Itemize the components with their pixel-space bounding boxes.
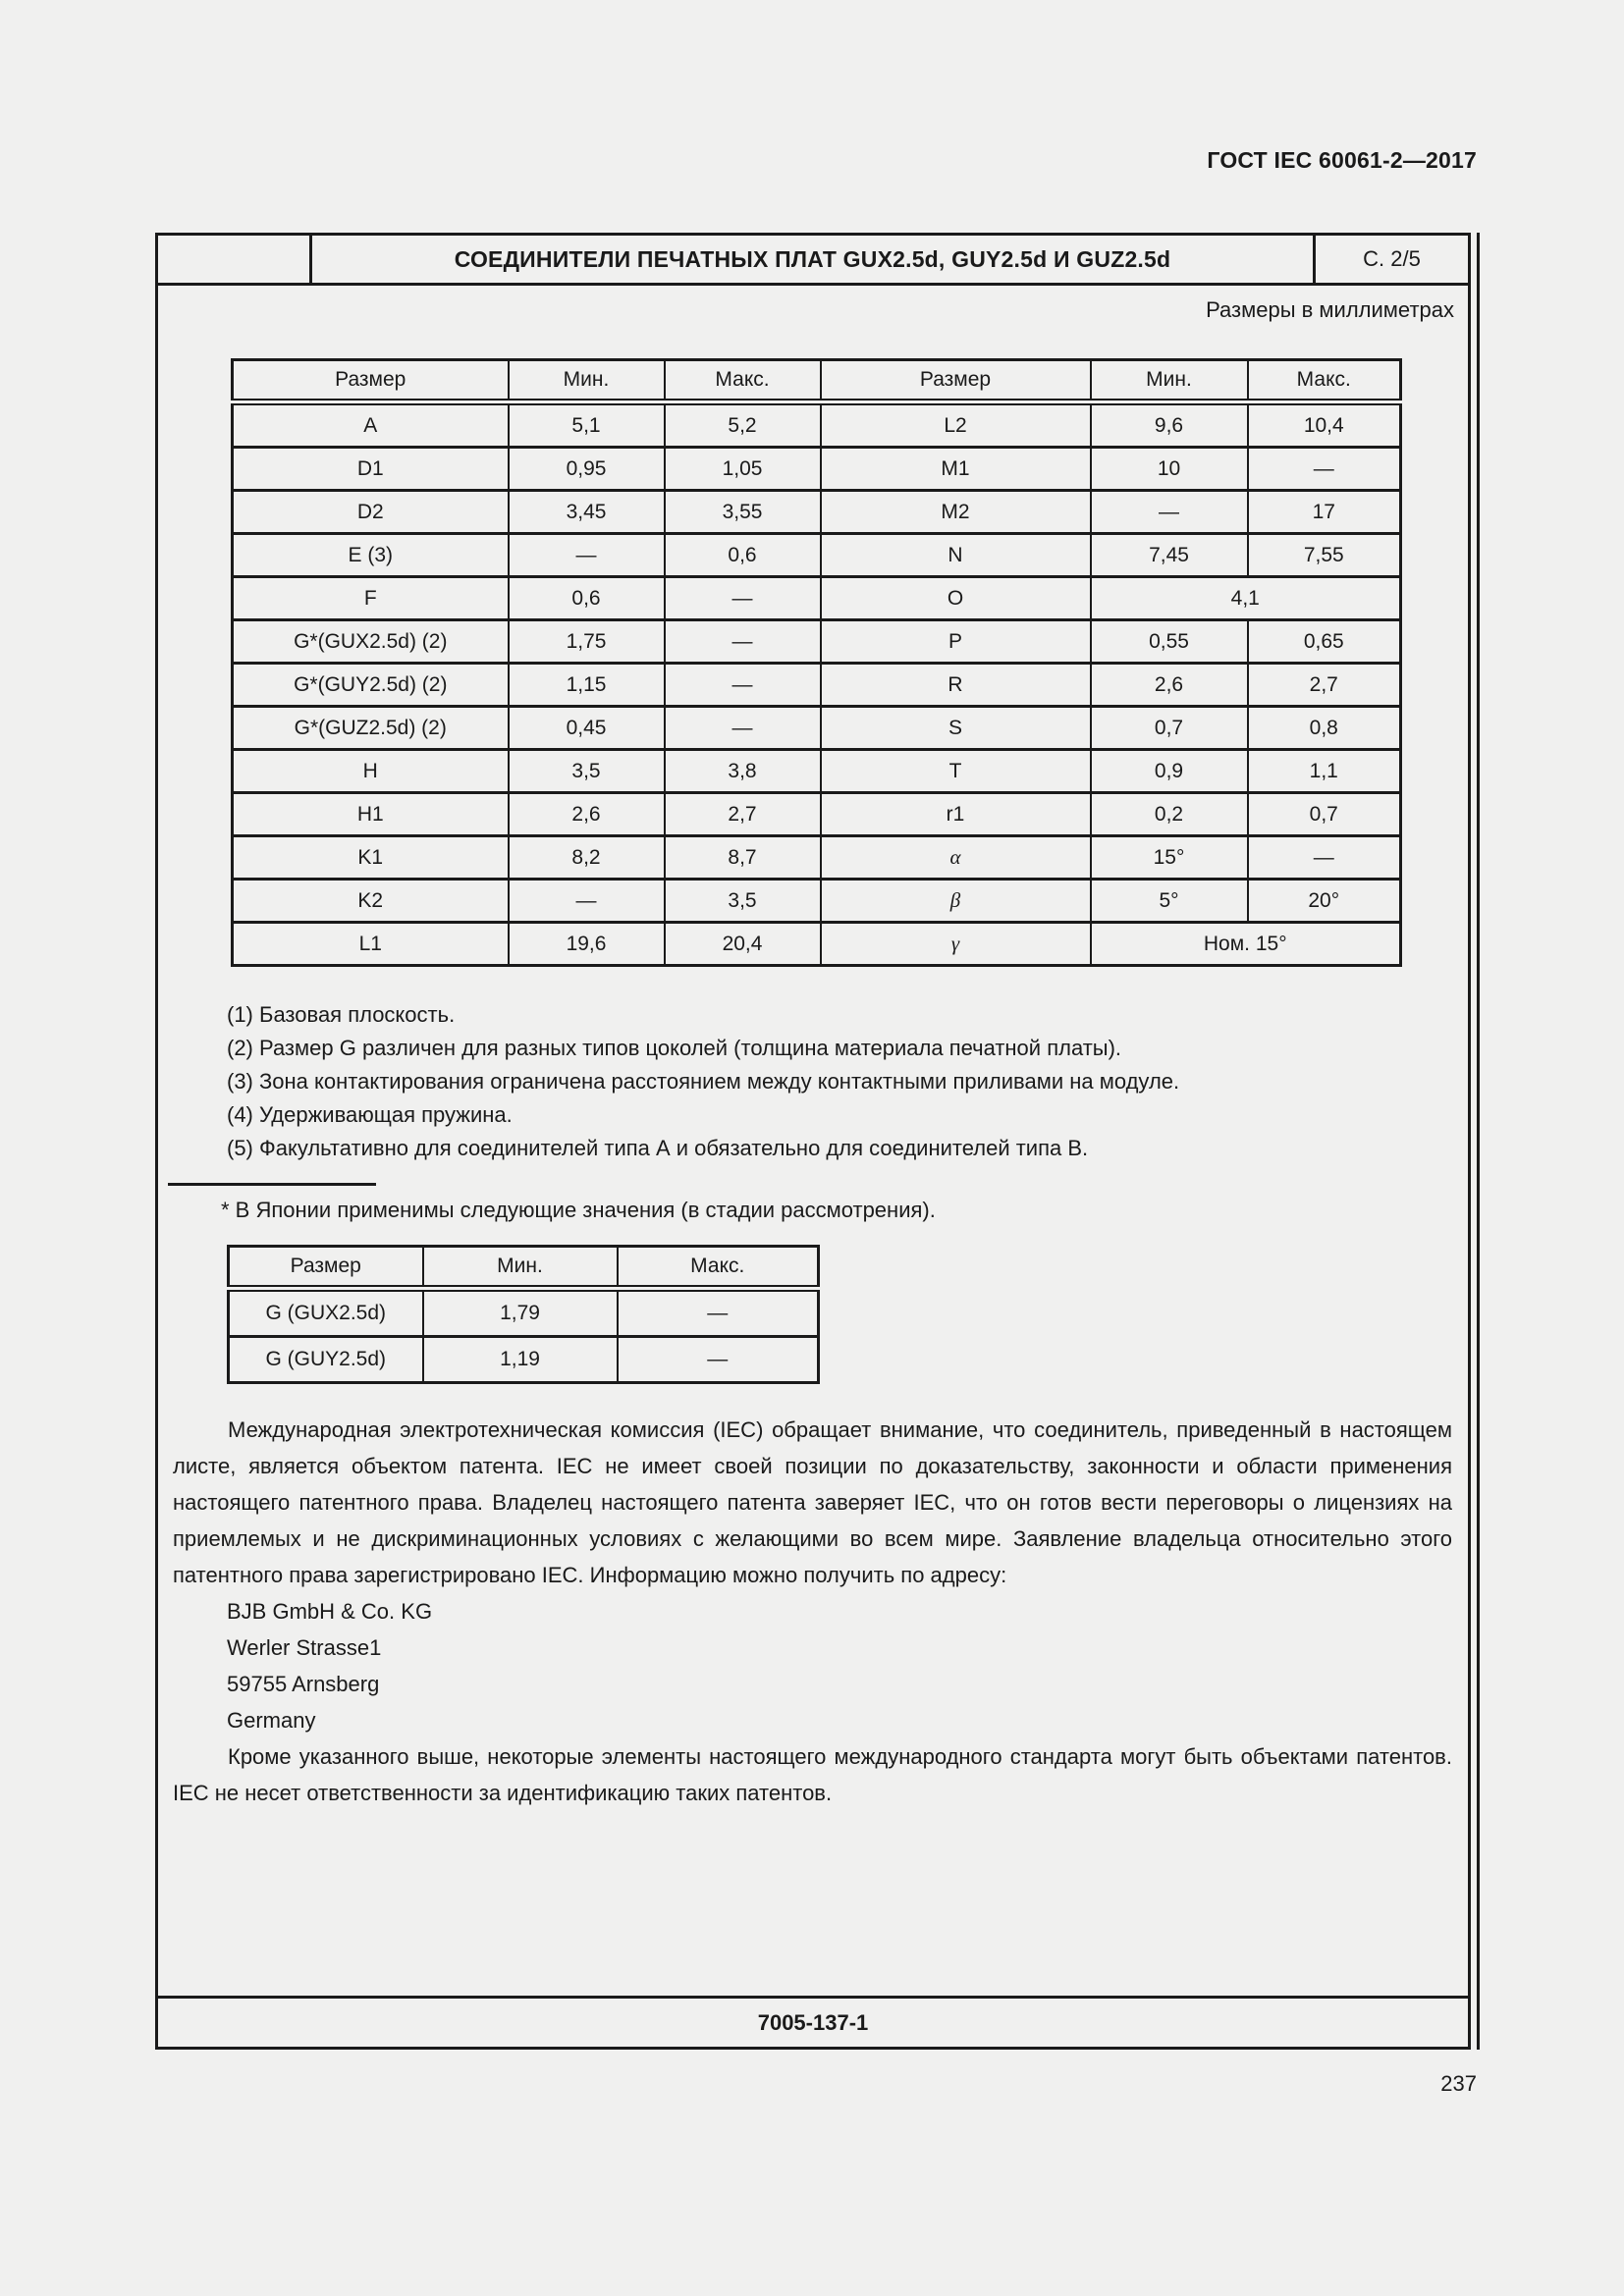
table-cell: — bbox=[618, 1289, 819, 1337]
dimensions-table-body bbox=[233, 402, 1401, 966]
table-row bbox=[233, 750, 1401, 793]
table-cell: T bbox=[821, 750, 1091, 793]
table-cell: P bbox=[821, 620, 1091, 664]
document-standard-header: ГОСТ IEC 60061-2—2017 bbox=[1207, 147, 1477, 173]
table-cell: 2,7 bbox=[1248, 664, 1401, 707]
table-cell: 0,45 bbox=[509, 707, 665, 750]
table-cell: H bbox=[233, 750, 509, 793]
table-cell: — bbox=[509, 880, 665, 923]
table-cell: G*(GUX2.5d) (2) bbox=[233, 620, 509, 664]
table-cell: 3,5 bbox=[509, 750, 665, 793]
table-cell: 10,4 bbox=[1248, 402, 1401, 448]
title-band-empty-cell bbox=[158, 236, 312, 283]
table-cell: G (GUX2.5d) bbox=[229, 1289, 423, 1337]
table-cell: 0,7 bbox=[1091, 707, 1248, 750]
sheet-footer-box bbox=[158, 1996, 1468, 2047]
page-number: 237 bbox=[1440, 2071, 1477, 2096]
table-cell: 3,45 bbox=[509, 491, 665, 534]
table-cell: β bbox=[821, 880, 1091, 923]
address-line: BJB GmbH & Co. KG bbox=[227, 1599, 433, 1624]
table-cell: L1 bbox=[233, 923, 509, 966]
table-cell: r1 bbox=[821, 793, 1091, 836]
table-cell: H1 bbox=[233, 793, 509, 836]
table-cell: G*(GUZ2.5d) (2) bbox=[233, 707, 509, 750]
footnote-line: (3) Зона контактирования ограничена расстоянием между контактными приливами на модуле. bbox=[227, 1069, 1180, 1094]
table-cell: 0,9 bbox=[1091, 750, 1248, 793]
table-cell: 8,2 bbox=[509, 836, 665, 880]
units-note: Размеры в миллиметрах bbox=[1206, 297, 1454, 322]
table-cell: G*(GUY2.5d) (2) bbox=[233, 664, 509, 707]
table-cell: A bbox=[233, 402, 509, 448]
patent-paragraph-2: Кроме указанного выше, некоторые элементы настоящего международного стандарта могут быть объектами патентов. IEC не несет ответственности за идентификацию таких патентов. bbox=[173, 1744, 1452, 1805]
table-cell: — bbox=[665, 577, 821, 620]
table-row bbox=[233, 448, 1401, 491]
table-cell: O bbox=[821, 577, 1091, 620]
address-line: 59755 Arnsberg bbox=[227, 1672, 380, 1696]
table-cell: 0,65 bbox=[1248, 620, 1401, 664]
table-cell: — bbox=[1248, 448, 1401, 491]
table-cell: 17 bbox=[1248, 491, 1401, 534]
table-cell: S bbox=[821, 707, 1091, 750]
table-cell: 0,8 bbox=[1248, 707, 1401, 750]
table-cell: 9,6 bbox=[1091, 402, 1248, 448]
table-header-cell: Размер bbox=[821, 360, 1091, 402]
table-cell: 7,45 bbox=[1091, 534, 1248, 577]
table-row bbox=[233, 534, 1401, 577]
table-cell: γ bbox=[821, 923, 1091, 966]
table-header-cell: Мин. bbox=[423, 1247, 618, 1289]
table-row bbox=[233, 923, 1401, 966]
sheet-code: 7005-137-1 bbox=[757, 2009, 869, 2035]
table-header-cell: Макс. bbox=[618, 1247, 819, 1289]
table-cell: 0,2 bbox=[1091, 793, 1248, 836]
table-cell: 15° bbox=[1091, 836, 1248, 880]
table-header-cell: Размер bbox=[229, 1247, 423, 1289]
table-cell: 1,19 bbox=[423, 1337, 618, 1383]
table-cell: 20° bbox=[1248, 880, 1401, 923]
footnote-line: (1) Базовая плоскость. bbox=[227, 1002, 456, 1027]
table-cell: N bbox=[821, 534, 1091, 577]
table-cell: F bbox=[233, 577, 509, 620]
sheet-page-marker: С. 2/5 bbox=[1313, 236, 1468, 283]
table-cell: 3,5 bbox=[665, 880, 821, 923]
footnote-line: (2) Размер G различен для разных типов цоколей (толщина материала печатной платы). bbox=[227, 1036, 1122, 1060]
table-cell: 4,1 bbox=[1091, 577, 1401, 620]
table-cell: 0,6 bbox=[665, 534, 821, 577]
table-cell: 5,1 bbox=[509, 402, 665, 448]
table-cell: 1,15 bbox=[509, 664, 665, 707]
patent-address bbox=[173, 1593, 1452, 1738]
dimensions-table-head bbox=[233, 360, 1401, 402]
japan-note: * В Японии применимы следующие значения (в стадии рассмотрения). bbox=[221, 1198, 936, 1222]
japan-table-body bbox=[229, 1289, 819, 1383]
table-cell: — bbox=[665, 664, 821, 707]
table-cell: 8,7 bbox=[665, 836, 821, 880]
table-row bbox=[233, 664, 1401, 707]
table-cell: 1,79 bbox=[423, 1289, 618, 1337]
table-cell: L2 bbox=[821, 402, 1091, 448]
japan-values-table bbox=[227, 1245, 820, 1384]
table-header-cell: Мин. bbox=[509, 360, 665, 402]
table-cell: R bbox=[821, 664, 1091, 707]
table-cell: — bbox=[1091, 491, 1248, 534]
japan-table-head bbox=[229, 1247, 819, 1289]
table-cell: K1 bbox=[233, 836, 509, 880]
table-cell: E (3) bbox=[233, 534, 509, 577]
table-cell: — bbox=[618, 1337, 819, 1383]
table-cell: G (GUY2.5d) bbox=[229, 1337, 423, 1383]
table-cell: 3,55 bbox=[665, 491, 821, 534]
table-header-row bbox=[229, 1247, 819, 1289]
table-cell: Ном. 15° bbox=[1091, 923, 1401, 966]
table-row bbox=[233, 793, 1401, 836]
table-row bbox=[233, 402, 1401, 448]
table-cell: K2 bbox=[233, 880, 509, 923]
table-cell: 2,7 bbox=[665, 793, 821, 836]
table-cell: — bbox=[665, 707, 821, 750]
table-cell: M1 bbox=[821, 448, 1091, 491]
table-cell: M2 bbox=[821, 491, 1091, 534]
table-cell: 1,75 bbox=[509, 620, 665, 664]
table-row bbox=[233, 491, 1401, 534]
table-cell: — bbox=[509, 534, 665, 577]
table-cell: D1 bbox=[233, 448, 509, 491]
footnote-line: (4) Удерживающая пружина. bbox=[227, 1102, 513, 1127]
table-row bbox=[233, 707, 1401, 750]
table-row bbox=[233, 880, 1401, 923]
patent-statement bbox=[173, 1412, 1452, 1811]
table-cell: 2,6 bbox=[1091, 664, 1248, 707]
table-row bbox=[229, 1337, 819, 1383]
table-cell: 3,8 bbox=[665, 750, 821, 793]
table-cell: 0,55 bbox=[1091, 620, 1248, 664]
dimensions-table bbox=[231, 358, 1402, 967]
table-cell: 7,55 bbox=[1248, 534, 1401, 577]
table-row bbox=[233, 620, 1401, 664]
table-cell: 2,6 bbox=[509, 793, 665, 836]
table-row bbox=[233, 836, 1401, 880]
table-row bbox=[229, 1289, 819, 1337]
table-header-cell: Размер bbox=[233, 360, 509, 402]
patent-paragraph-1: Международная электротехническая комиссия (IEC) обращает внимание, что соединитель, приведенный в настоящем листе, является объектом патента. IEC не имеет своей позиции по доказательству, законности и области применения настоящего патентного права. Владелец настоящего патента заверяет IEC, что он готов вести переговоры о лицензиях на приемлемых и не дискриминационных условиях с желающими во всем мире. Заявление владельца относительно этого патентного права зарегистрировано IEC. Информацию можно получить по адресу: bbox=[173, 1417, 1452, 1587]
table-cell: 10 bbox=[1091, 448, 1248, 491]
table-row bbox=[233, 577, 1401, 620]
table-cell: 19,6 bbox=[509, 923, 665, 966]
table-cell: D2 bbox=[233, 491, 509, 534]
table-cell: 0,95 bbox=[509, 448, 665, 491]
table-header-cell: Мин. bbox=[1091, 360, 1248, 402]
table-cell: — bbox=[665, 620, 821, 664]
table-header-row bbox=[233, 360, 1401, 402]
sheet-title: СОЕДИНИТЕЛИ ПЕЧАТНЫХ ПЛАТ GUX2.5d, GUY2.5d И GUZ2.5d bbox=[454, 245, 1171, 272]
footnote-line: (5) Факультативно для соединителей типа А и обязательно для соединителей типа В. bbox=[227, 1136, 1089, 1160]
table-header-cell: Макс. bbox=[665, 360, 821, 402]
title-band bbox=[158, 236, 1468, 286]
table-cell: α bbox=[821, 836, 1091, 880]
table-cell: 1,1 bbox=[1248, 750, 1401, 793]
table-header-cell: Макс. bbox=[1248, 360, 1401, 402]
table-cell: — bbox=[1248, 836, 1401, 880]
table-cell: 0,7 bbox=[1248, 793, 1401, 836]
footnote-separator bbox=[168, 1183, 376, 1186]
table-cell: 5,2 bbox=[665, 402, 821, 448]
table-cell: 20,4 bbox=[665, 923, 821, 966]
address-line: Werler Strasse1 bbox=[227, 1635, 382, 1660]
table-cell: 0,6 bbox=[509, 577, 665, 620]
sheet-frame bbox=[155, 233, 1471, 2050]
address-line: Germany bbox=[227, 1708, 316, 1733]
table-cell: 5° bbox=[1091, 880, 1248, 923]
table-cell: 1,05 bbox=[665, 448, 821, 491]
footnotes bbox=[227, 998, 1468, 1165]
